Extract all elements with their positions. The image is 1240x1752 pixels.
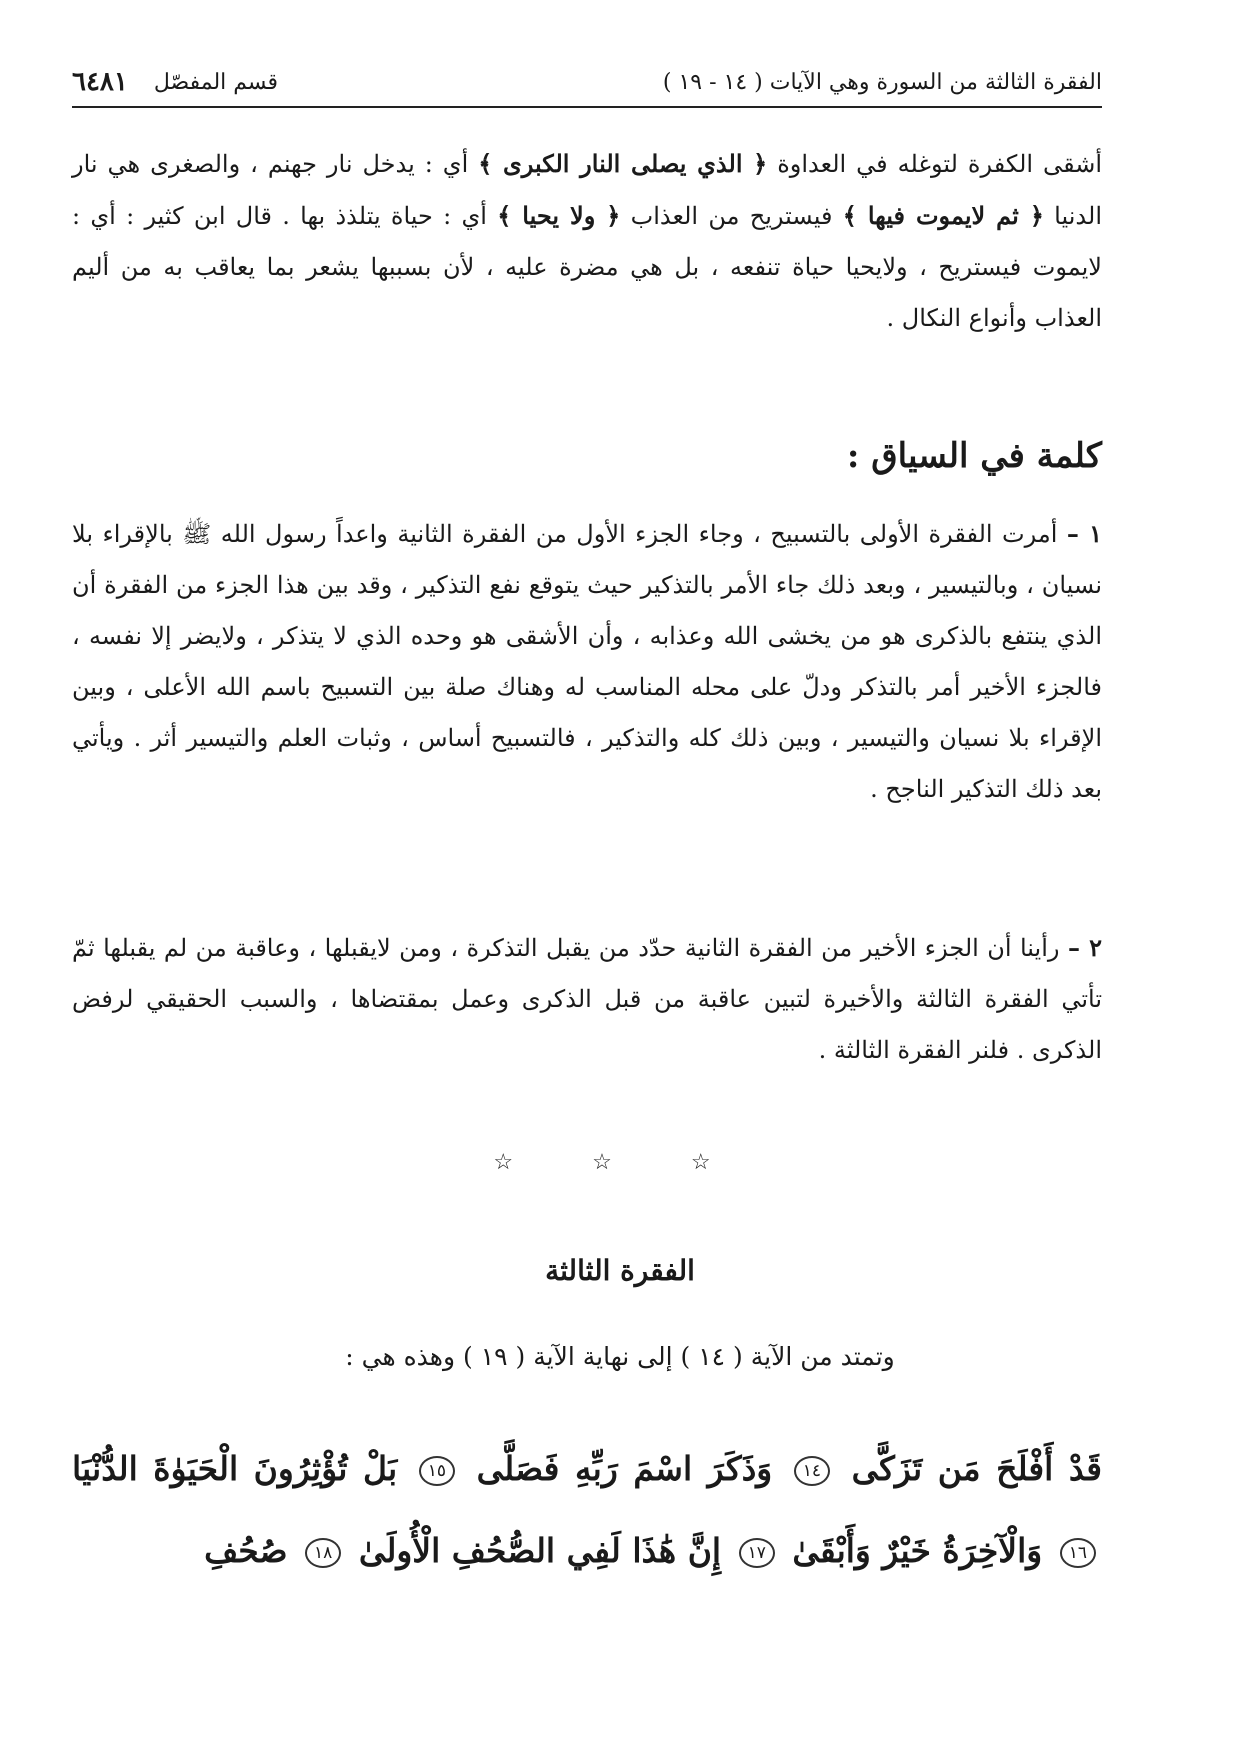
section-heading: كلمة في السياق :	[846, 436, 1102, 476]
point-text: أمرت الفقرة الأولى بالتسبيح ، وجاء الجزء الأول من الفقرة الثانية واعداً رسول الله ﷺ بالإقراء بلا نسيان ، وبالتيسير ، وبعد ذلك جاء الأمر بالتذكير حيث يتوقع نفع التذكير ، وقد بين هذا الجزء من الفقرة أن الذي ينتفع بالذكرى هو من يخشى الله وعذابه ، وأن الأشقى هو وحده الذي لا يتذكر ، ولايضر إلا نفسه ، فالجزء الأخير أمر بالتذكر ودلّ على محله المناسب له وهناك صلة بين التسبيح باسم الله الأعلى ، وبين الإقراء بلا نسيان والتيسير ، وبين ذلك كله والتذكير ، فالتسبيح أساس ، وثبات العلم والتيسير أثر . ويأتي بعد ذلك التذكير الناجح .	[72, 520, 1102, 803]
star-separator: ☆ ☆ ☆	[493, 1150, 747, 1175]
verse-text: وَذَكَرَ اسْمَ رَبِّهِ فَصَلَّى	[476, 1449, 773, 1488]
verse-text: صُحُفِ	[204, 1531, 288, 1570]
point-number: ١ –	[1066, 519, 1102, 548]
verse-number-marker: ١٤	[794, 1456, 830, 1486]
text-run: أشقى الكفرة لتوغله في العداوة	[777, 150, 1102, 178]
verse-text: وَالْآخِرَةُ خَيْرٌ وَأَبْقَىٰ	[792, 1531, 1043, 1570]
verse-text: إِنَّ هَٰذَا لَفِي الصُّحُفِ الْأُولَىٰ	[358, 1531, 722, 1570]
part-title: الفقرة الثالثة	[545, 1254, 695, 1287]
verse-number-marker: ١٧	[739, 1538, 775, 1568]
quran-verses	[72, 1428, 1102, 1592]
text-run: أي : يدخل نار جهنم ، والصغرى هي نار الدنيا	[72, 150, 1102, 230]
point-number: ٢ –	[1067, 933, 1102, 962]
text-run: فيستريح من العذاب	[630, 202, 833, 230]
point-text: رأينا أن الجزء الأخير من الفقرة الثانية حدّد من يقبل التذكرة ، ومن لايقبلها ، وعاقبة من لم يقبلها ثمّ تأتي الفقرة الثالثة والأخيرة لتبين عاقبة من قبل الذكرى وعمل بمقتضاها ، والسبب الحقيقي لرفض الذكرى . فلنر الفقرة الثالثة .	[72, 934, 1102, 1064]
quran-quote: ﴿ ثم لايموت فيها ﴾	[842, 201, 1044, 230]
quran-quote: ﴿ ولا يحيا ﴾	[497, 201, 621, 230]
context-point-2	[72, 922, 1102, 1076]
page-number: ٦٤٨١	[72, 67, 128, 97]
header-rule	[72, 106, 1102, 108]
context-point-1	[72, 508, 1102, 815]
part-intro: وتمتد من الآية ( ١٤ ) إلى نهاية الآية ( ١٩ ) وهذه هي :	[345, 1342, 895, 1371]
verse-text: بَلْ تُؤْثِرُونَ الْحَيَوٰةَ الدُّنْيَا	[72, 1449, 398, 1488]
verse-number-marker: ١٨	[305, 1538, 341, 1568]
verse-number-marker: ١٦	[1060, 1538, 1096, 1568]
header-left-group	[72, 67, 278, 97]
verse-number-marker: ١٥	[419, 1456, 455, 1486]
quran-quote: ﴿ الذي يصلى النار الكبرى ﴾	[478, 149, 768, 178]
page-header	[72, 62, 1102, 102]
section-label: قسم المفصّل	[153, 69, 279, 95]
running-title: الفقرة الثالثة من السورة وهي الآيات ( ١٤ - ١٩ )	[662, 69, 1102, 95]
tafsir-paragraph	[72, 138, 1102, 344]
verse-text: قَدْ أَفْلَحَ مَن تَزَكَّى	[851, 1449, 1102, 1488]
text-run: أي : حياة يتلذذ بها . قال ابن كثير : أي : لايموت فيستريح ، ولايحيا حياة تنفعه ، بل هي مضرة عليه ، لأن بسببها يشعر بما يعاقب به من أليم العذاب وأنواع النكال .	[72, 202, 1102, 332]
